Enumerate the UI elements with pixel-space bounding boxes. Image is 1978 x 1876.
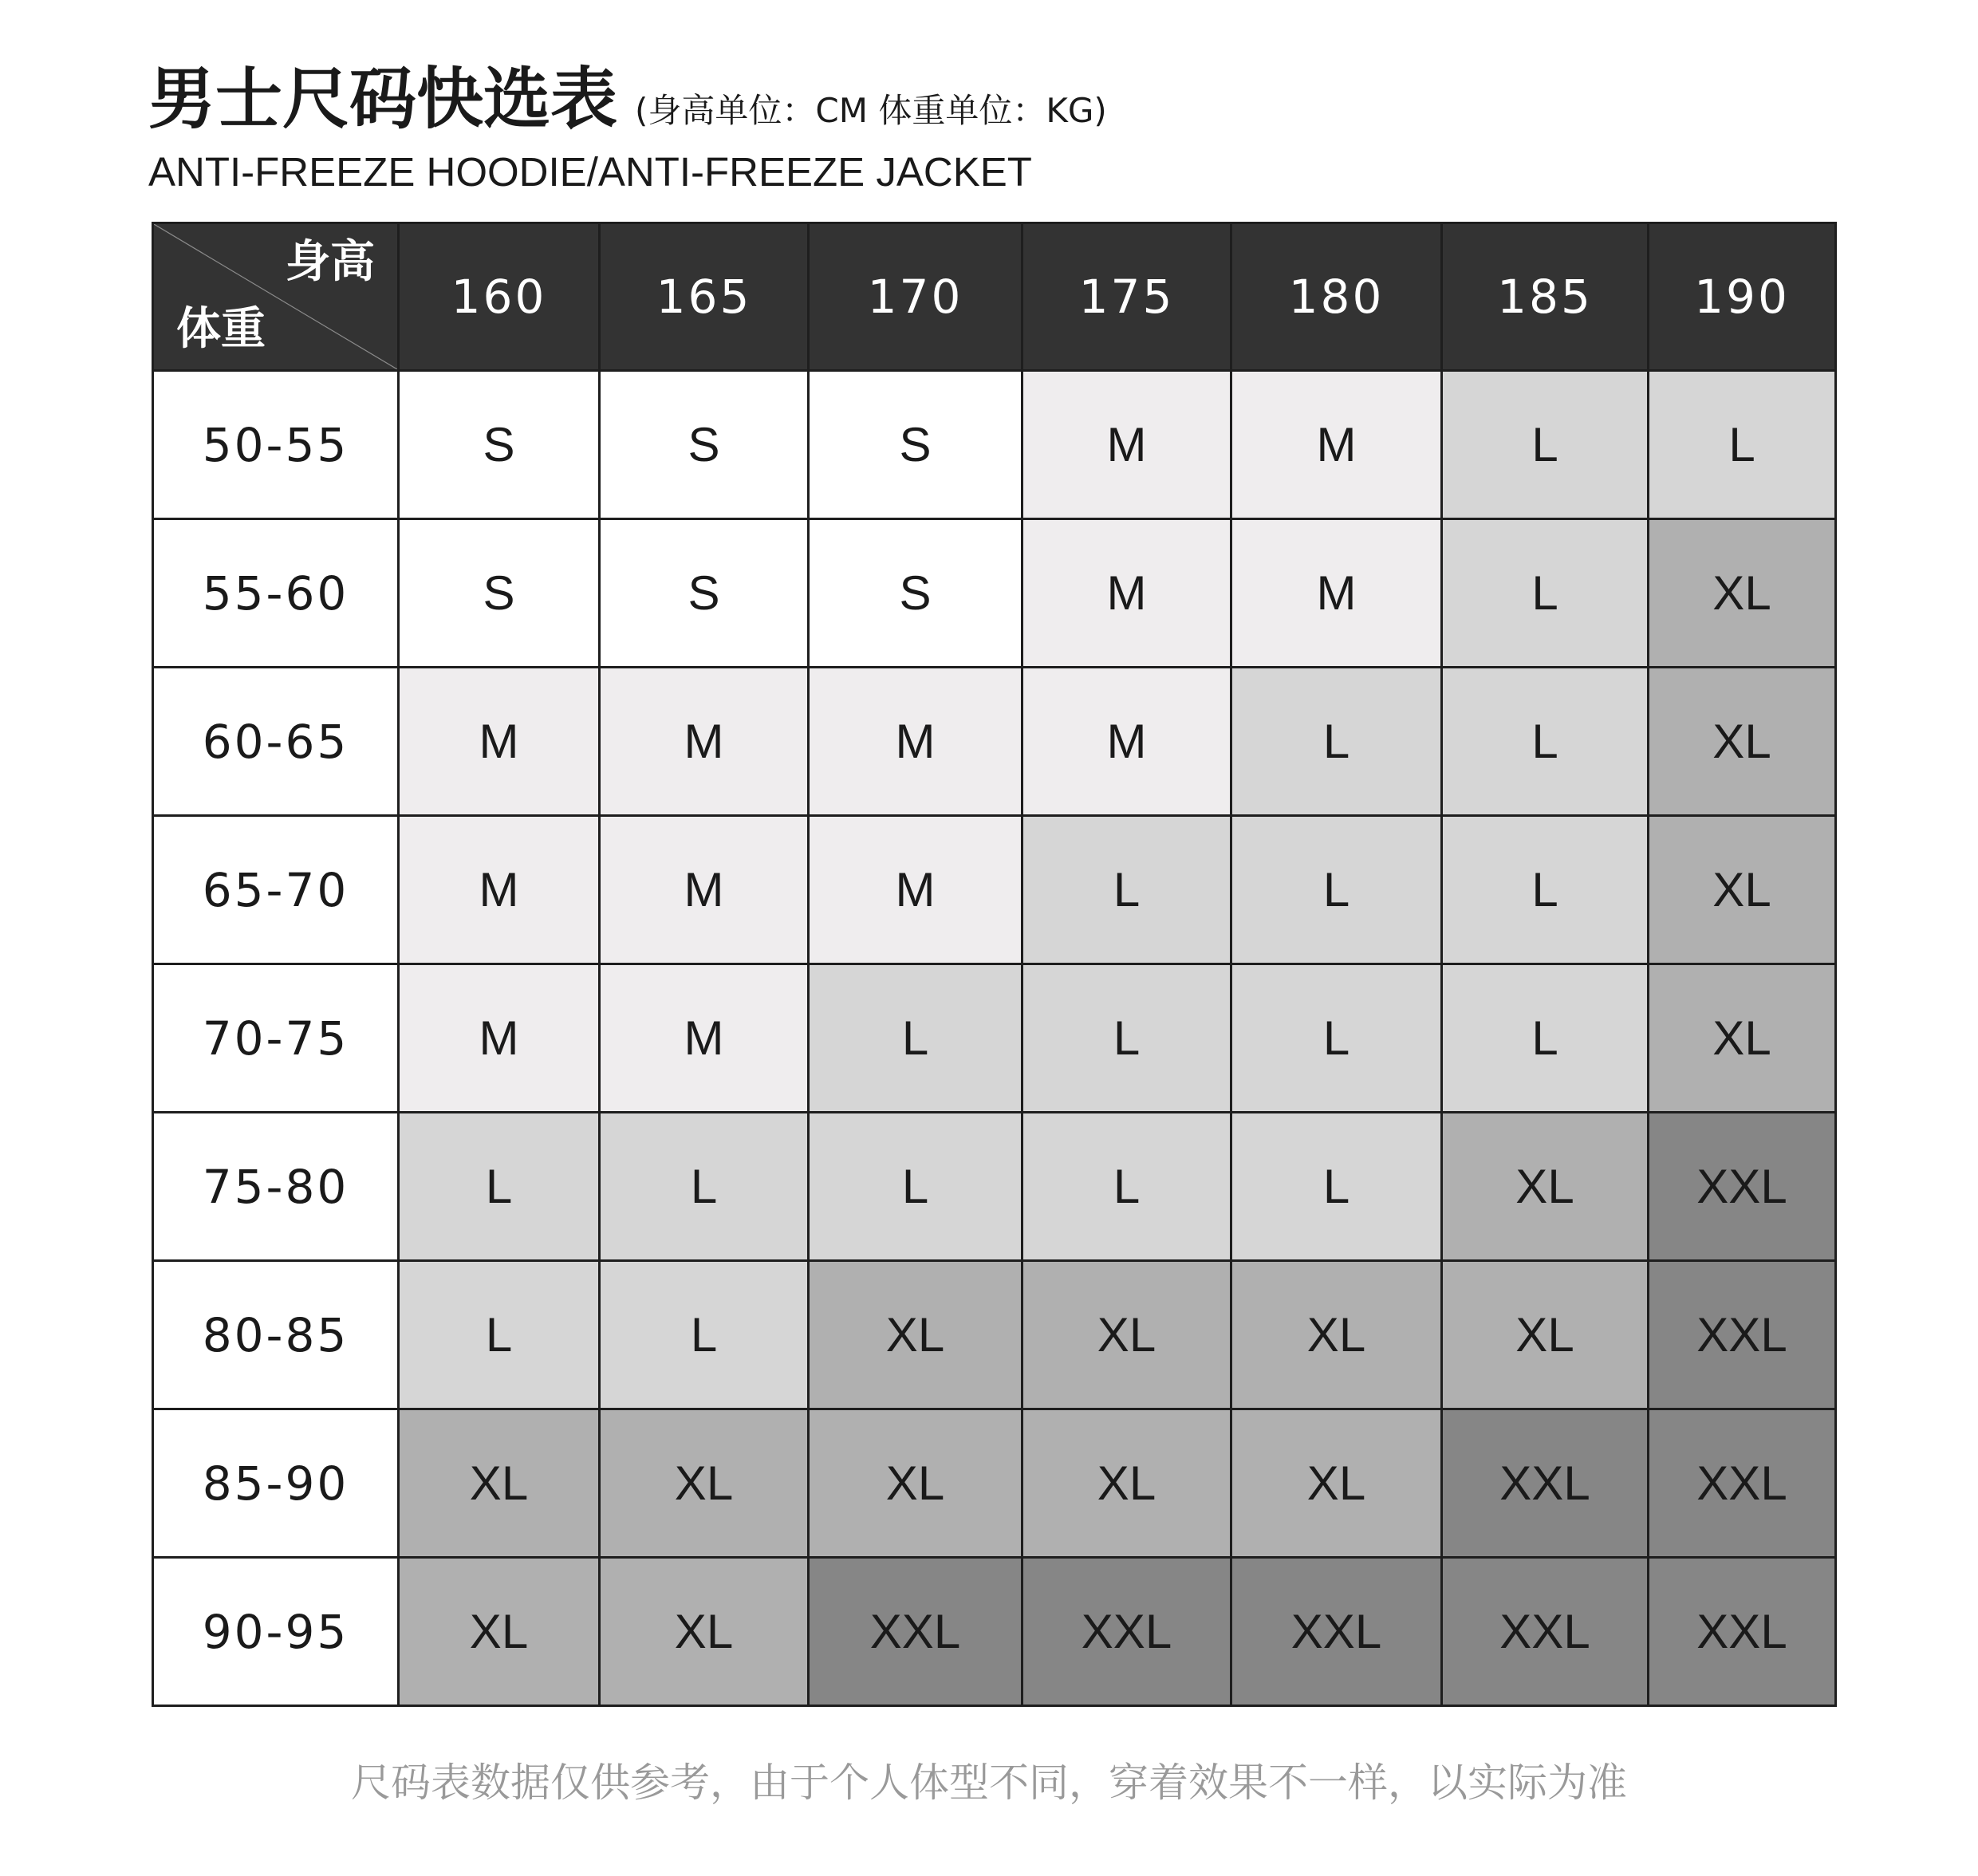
size-cell: L: [1231, 1113, 1442, 1261]
size-cell: L: [1231, 964, 1442, 1113]
product-subtitle: ANTI-FREEZE HOODIE/ANTI-FREEZE JACKET: [148, 149, 1032, 195]
size-cell: XL: [1649, 816, 1836, 964]
size-cell: S: [600, 519, 809, 668]
size-cell: S: [809, 371, 1022, 519]
size-cell: L: [399, 1113, 600, 1261]
table-row: [153, 668, 1836, 816]
size-cell: XL: [809, 1409, 1022, 1558]
weight-range-cell: 80-85: [153, 1261, 399, 1409]
height-header-cell: 190: [1649, 223, 1836, 371]
weight-range-cell: 60-65: [153, 668, 399, 816]
table-row: [153, 1261, 1836, 1409]
table-row: [153, 1409, 1836, 1558]
size-cell: L: [600, 1113, 809, 1261]
size-cell: M: [1022, 371, 1231, 519]
size-cell: M: [1022, 519, 1231, 668]
table-row: [153, 1113, 1836, 1261]
table-row: [153, 1558, 1836, 1706]
page-title: 男士尺码快选表: [148, 60, 618, 138]
size-cell: L: [1022, 816, 1231, 964]
weight-range-cell: 50-55: [153, 371, 399, 519]
size-cell: M: [1231, 371, 1442, 519]
corner-header-cell: [153, 223, 399, 371]
weight-range-cell: 85-90: [153, 1409, 399, 1558]
disclaimer-note: 尺码表数据仅供参考，由于个人体型不同，穿着效果不一样，以实际为准: [351, 1760, 1627, 1806]
height-header-cell: 160: [399, 223, 600, 371]
title-row: [148, 60, 1107, 138]
size-cell: L: [1442, 371, 1649, 519]
height-header-cell: 165: [600, 223, 809, 371]
size-cell: XXL: [1649, 1558, 1836, 1706]
size-cell: L: [1022, 964, 1231, 1113]
height-header-cell: 175: [1022, 223, 1231, 371]
size-cell: M: [1022, 668, 1231, 816]
size-cell: M: [600, 964, 809, 1113]
size-cell: S: [399, 519, 600, 668]
size-cell: L: [1442, 964, 1649, 1113]
weight-range-cell: 65-70: [153, 816, 399, 964]
size-cell: L: [600, 1261, 809, 1409]
size-cell: XL: [399, 1409, 600, 1558]
size-cell: XL: [1022, 1409, 1231, 1558]
table-row: [153, 816, 1836, 964]
size-cell: M: [600, 668, 809, 816]
weight-range-cell: 70-75: [153, 964, 399, 1113]
size-cell: L: [1442, 668, 1649, 816]
size-cell: S: [600, 371, 809, 519]
size-cell: XL: [1231, 1261, 1442, 1409]
weight-range-cell: 90-95: [153, 1558, 399, 1706]
size-cell: XXL: [1649, 1409, 1836, 1558]
size-cell: XXL: [1442, 1409, 1649, 1558]
size-cell: XL: [600, 1409, 809, 1558]
size-cell: M: [399, 964, 600, 1113]
size-cell: XL: [1649, 964, 1836, 1113]
size-cell: L: [809, 964, 1022, 1113]
weight-axis-label: 体重: [176, 303, 266, 355]
weight-range-cell: 55-60: [153, 519, 399, 668]
size-cell: L: [1231, 816, 1442, 964]
size-cell: M: [809, 668, 1022, 816]
size-cell: L: [1442, 816, 1649, 964]
size-cell: XL: [1231, 1409, 1442, 1558]
size-cell: M: [600, 816, 809, 964]
size-cell: XXL: [1649, 1113, 1836, 1261]
size-cell: XXL: [809, 1558, 1022, 1706]
table-row: [153, 519, 1836, 668]
size-cell: L: [1649, 371, 1836, 519]
height-header-cell: 170: [809, 223, 1022, 371]
size-cell: S: [399, 371, 600, 519]
weight-range-cell: 75-80: [153, 1113, 399, 1261]
size-cell: XL: [1649, 519, 1836, 668]
size-cell: XL: [1022, 1261, 1231, 1409]
size-cell: M: [1231, 519, 1442, 668]
size-cell: XXL: [1231, 1558, 1442, 1706]
table-row: [153, 371, 1836, 519]
size-cell: XXL: [1022, 1558, 1231, 1706]
size-cell: XXL: [1442, 1558, 1649, 1706]
height-axis-label: 身高: [286, 236, 375, 288]
size-cell: XXL: [1649, 1261, 1836, 1409]
size-cell: XL: [399, 1558, 600, 1706]
size-cell: M: [399, 816, 600, 964]
size-cell: M: [809, 816, 1022, 964]
size-cell: XL: [809, 1261, 1022, 1409]
height-header-cell: 185: [1442, 223, 1649, 371]
size-cell: L: [1022, 1113, 1231, 1261]
size-cell: L: [809, 1113, 1022, 1261]
size-cell: L: [399, 1261, 600, 1409]
unit-note: (身高单位：CM 体重单位：KG): [635, 91, 1107, 130]
size-cell: XL: [1442, 1261, 1649, 1409]
header-row: [153, 223, 1836, 371]
size-cell: L: [1442, 519, 1649, 668]
size-cell: XL: [1442, 1113, 1649, 1261]
size-cell: XL: [600, 1558, 809, 1706]
size-cell: M: [399, 668, 600, 816]
size-cell: S: [809, 519, 1022, 668]
height-header-cell: 180: [1231, 223, 1442, 371]
size-chart-table: [152, 222, 1837, 1707]
size-cell: XL: [1649, 668, 1836, 816]
table-body: [153, 371, 1836, 1706]
size-cell: L: [1231, 668, 1442, 816]
table-row: [153, 964, 1836, 1113]
